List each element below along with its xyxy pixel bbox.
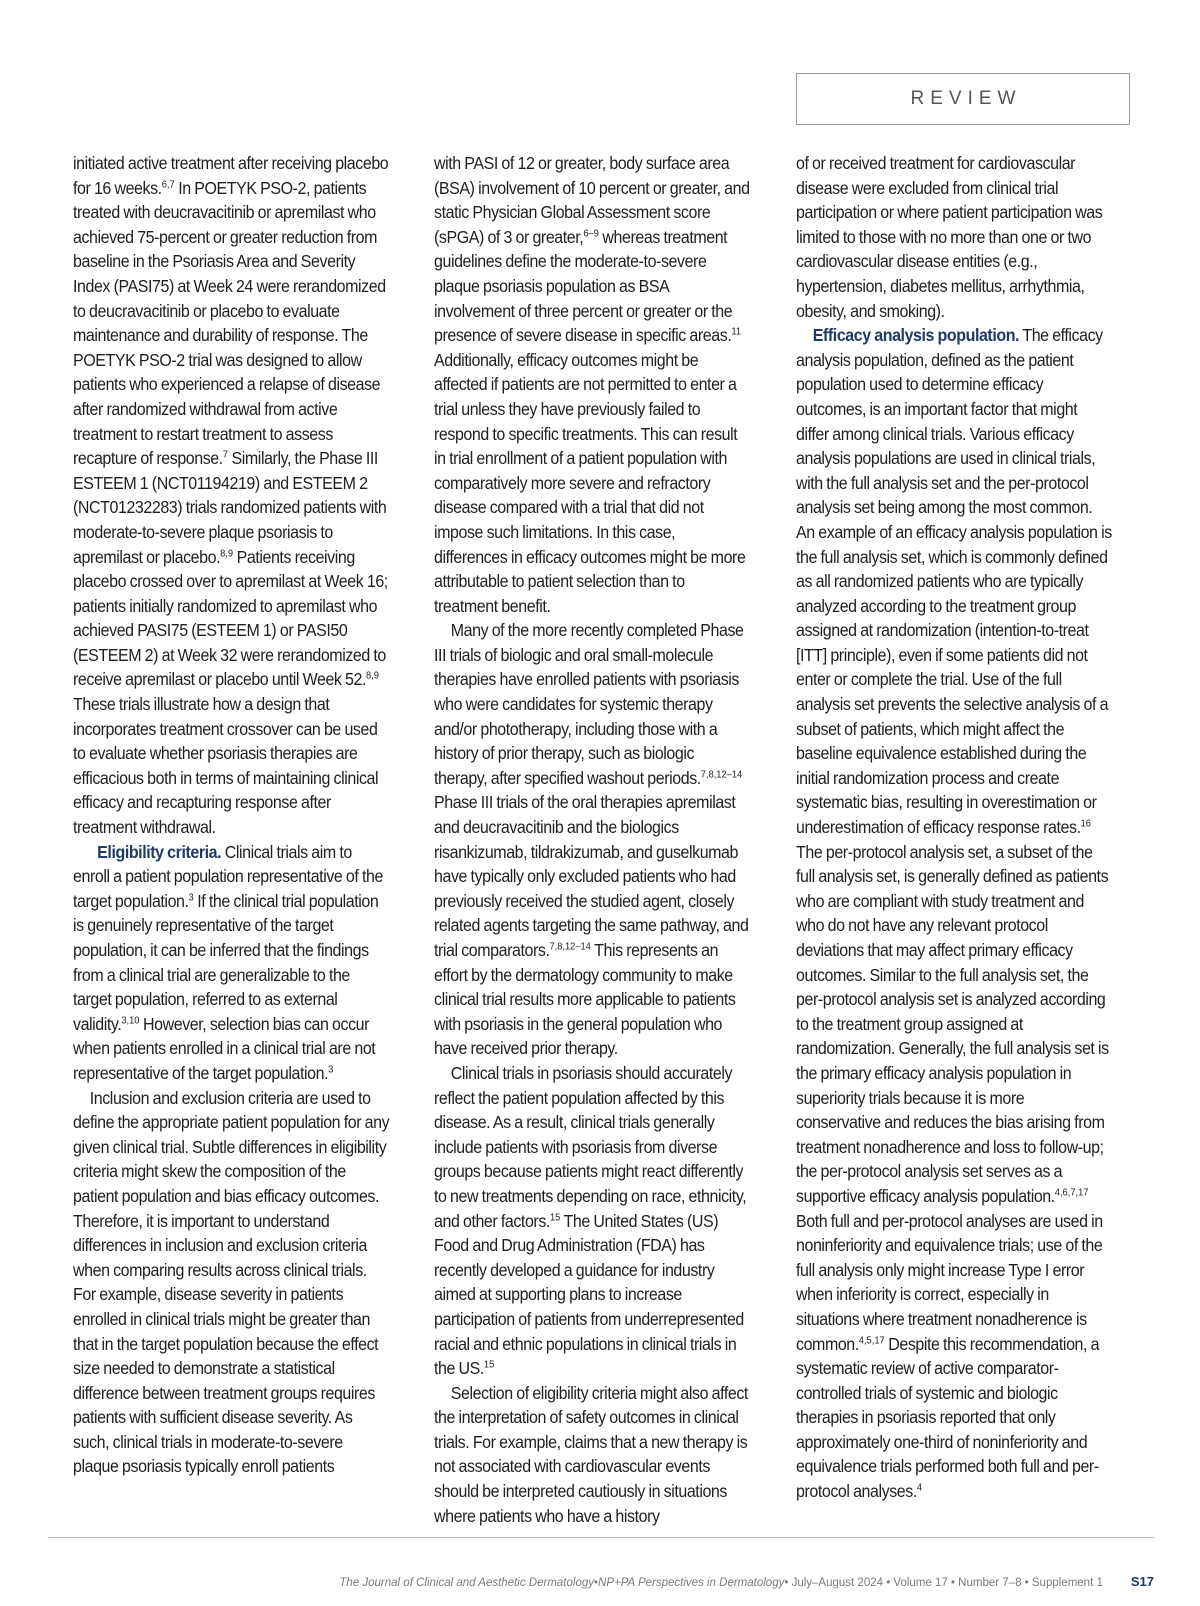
footer-separator: • — [594, 1577, 599, 1589]
paragraph: Eligibility criteria. Clinical trials aim to enroll a patient population representative of the target population.$^3$ If the clinical trial population is genuinely representative of the target population, it can be inferred that the findings from a clinical trial are generalizable to the target population, referred to as external validity.$^{3,10}$ However, selection bias can occur when patients enrolled in a clinical trial are not representative of the target population.$^3$ — [73, 841, 383, 1083]
paragraph: Many of the more recently completed Phase III trials of biologic and oral small-molecule therapies have enrolled patients with psoriasis who were candidates for systemic therapy and/or phototherapy, including those with a history of prior therapy, such as biologic therapy, after specified washout periods.$^{7,8,12-14}$ Phase III trials of the oral therapies apremilast and deucravacitinib and the biologics risankizumab, tildrakizumab, and guselkumab have typically only excluded patients who had previously received the studied agent, closely related agents targeting the same pathway, and trial comparators.$^{7,8,12-14}$ This represents an effort by the dermatology community to make clinical trial results more applicable to patients with psoriasis in the general population who have received prior therapy. — [434, 620, 749, 1059]
citation: 7 — [222, 449, 228, 461]
paragraph: Efficacy analysis population. The efficacy analysis population, defined as the patient population used to determine efficacy outcomes, is an important factor that might differ among clinical trials. Various efficacy analysis populations are used in clinical trials, with the full analysis set and the per-protocol analysis set being among the most common. An example of an efficacy analysis population is the full analysis set, which is commonly defined as all randomized patients who are typically analyzed according to the treatment group assigned at randomization (intention-to-treat [ITT] principle), even if some patients did not enter or complete the trial. Use of the full analysis set prevents the selective analysis of a subset of patients, which might affect the baseline equivalence established during the initial randomization process and create systematic bias, resulting in overestimation or underestimation of efficacy response rates.$^{16}$ The per-protocol analysis set, a subset of the full analysis set, is generally defined as patients who are compliant with study treatment and who do not have any relevant protocol deviations that may affect primary efficacy outcomes. Similar to the full analysis set, the per-protocol analysis set is analyzed according to the treatment group assigned at randomization. Generally, the full analysis set is the primary efficacy analysis population in superiority trials because it is more conservative and reduces the bias arising from treatment nonadherence and loss to follow-up; the per-protocol analysis set serves as a supportive efficacy analysis population.$^{4,6,7,17}$ Both full and per-protocol analyses are used in noninferiority and equivalence trials; use of the full analysis only might increase Type I error when inferiority is correct, especially in situations where treatment nonadherence is common.$^{4,5,17}$ Despite this recommendation, a systematic review of active comparator-controlled trials of systemic and biologic therapies in psoriasis reported that only approximately one-third of noninferiority and equivalence trials performed both full and per-protocol analyses.$^4$ — [796, 325, 1112, 1502]
citation: 11 — [731, 326, 742, 338]
paragraph: initiated active treatment after receiving placebo for 16 weeks.$^{6,7}$ In POETYK PSO-2, patients treated with deucravacitinib or apremilast who achieved 75-percent or greater reduction from baseline in the Psoriasis Area and Severity Index (PASI75) at Week 24 were rerandomized to deucravacitinib or placebo to evaluate maintenance and durability of response. The POETYK PSO-2 trial was designed to allow patients who experienced a relapse of disease after randomized withdrawal from active treatment to restart treatment to assess recapture of response.$^7$ Similarly, the Phase III ESTEEM 1 (NCT01194219) and ESTEEM 2 (NCT01232283) trials randomized patients with moderate-to-severe plaque psoriasis to apremilast or placebo.$^{8,9}$ Patients receiving placebo crossed over to apremilast at Week 16; patients initially randomized to apremilast who achieved PASI75 (ESTEEM 1) or PASI50 (ESTEEM 2) at Week 32 were rerandomized to receive apremilast or placebo until Week 52.$^{8,9}$ These trials illustrate how a design that incorporates treatment crossover can be used to evaluate whether psoriasis therapies are efficacious both in terms of maintaining clinical efficacy and recapturing response after treatment withdrawal. — [73, 153, 389, 838]
citation: 6,7 — [161, 178, 175, 190]
paragraph: Clinical trials in psoriasis should accurately reflect the patient population affected by this disease. As a result, clinical trials generally include patients with psoriasis from diverse groups because patients might react differently to new treatments depending on race, ethnicity, and other factors.$^{15}$ The United States (US) Food and Drug Administration (FDA) has recently developed a guidance for industry aimed at supporting plans to increase participation of patients from underrepresented racial and ethnic populations in clinical trials in the US.$^{15}$ — [434, 1062, 747, 1379]
citation: 8,9 — [366, 670, 379, 682]
text-column-2 — [434, 151, 750, 1528]
citation: 16 — [1080, 818, 1091, 830]
journal-title: The Journal of Clinical and Aesthetic Dermatology — [339, 1577, 594, 1589]
text-column-3 — [796, 151, 1112, 1504]
section-label: REVIEW — [910, 88, 1022, 109]
citation: 15 — [483, 1359, 495, 1371]
citation: 4,5,17 — [858, 1334, 885, 1346]
citation: 15 — [549, 1211, 561, 1223]
paragraph: Selection of eligibility criteria might also affect the interpretation of safety outcomes in clinical trials. For example, claims that a new therapy is not associated with cardiovascular events should be interpreted cautiously in situations where patients who have a history — [434, 1382, 748, 1526]
paragraph: with PASI of 12 or greater, body surface area (BSA) involvement of 10 percent or greater, and static Physician Global Assessment score (sPGA) of 3 or greater,$^{6-9}$ whereas treatment guidelines define the moderate-to-severe plaque psoriasis population as BSA involvement of three percent or greater or the presence of severe disease in specific areas.$^{11}$ Additionally, efficacy outcomes might be affected if patients are not permitted to enter a trial unless they have previously failed to respond to specific treatments. This can result in trial enrollment of a patient population with comparatively more severe and refractory disease compared with a trial that did not impose such limitations. In this case, differences in efficacy outcomes might be more attributable to patient selection than to treatment benefit. — [434, 153, 750, 616]
citation: 3 — [328, 1064, 334, 1076]
citation: 4,6,7,17 — [1054, 1187, 1089, 1199]
supplement-title: NP+PA Perspectives in Dermatology — [598, 1577, 785, 1589]
page-footer — [339, 1574, 1154, 1589]
section-heading-eligibility: Eligibility criteria. — [97, 841, 222, 862]
paragraph: Inclusion and exclusion criteria are used to define the appropriate patient population for any given clinical trial. Subtle differences in eligibility criteria might skew the composition of the patient population and bias efficacy outcomes. Therefore, it is important to understand differences in inclusion and exclusion criteria when comparing results across clinical trials. For example, disease severity in patients enrolled in clinical trials might be greater than that in the target population because the effect size needed to demonstrate a statistical difference between treatment groups requires patients with sufficient disease severity. As such, clinical trials in moderate-to-severe plaque psoriasis typically enroll patients — [73, 1087, 390, 1477]
text-column-1 — [73, 151, 389, 1479]
section-label-box — [796, 73, 1130, 125]
citation: 8,9 — [220, 547, 234, 559]
footer-divider — [48, 1537, 1154, 1538]
citation: 3 — [188, 892, 194, 904]
citation: 6–9 — [583, 228, 599, 240]
page-number: S17 — [1130, 1574, 1154, 1589]
citation: 3,10 — [121, 1015, 140, 1027]
section-heading-efficacy: Efficacy analysis population. — [812, 325, 1020, 346]
paragraph: of or received treatment for cardiovascular disease were excluded from clinical trial participation or where patient participation was limited to those with no more than one or two cardiovascular disease entities (e.g., hypertension, diabetes mellitus, arrhythmia, obesity, and smoking). — [796, 153, 1103, 321]
issue-details: • July–August 2024 • Volume 17 • Number 7–8 • Supplement 1 — [784, 1577, 1103, 1589]
citation: 7,8,12–14 — [700, 769, 743, 781]
citation: 7,8,12–14 — [549, 941, 591, 953]
citation: 4 — [916, 1482, 923, 1494]
